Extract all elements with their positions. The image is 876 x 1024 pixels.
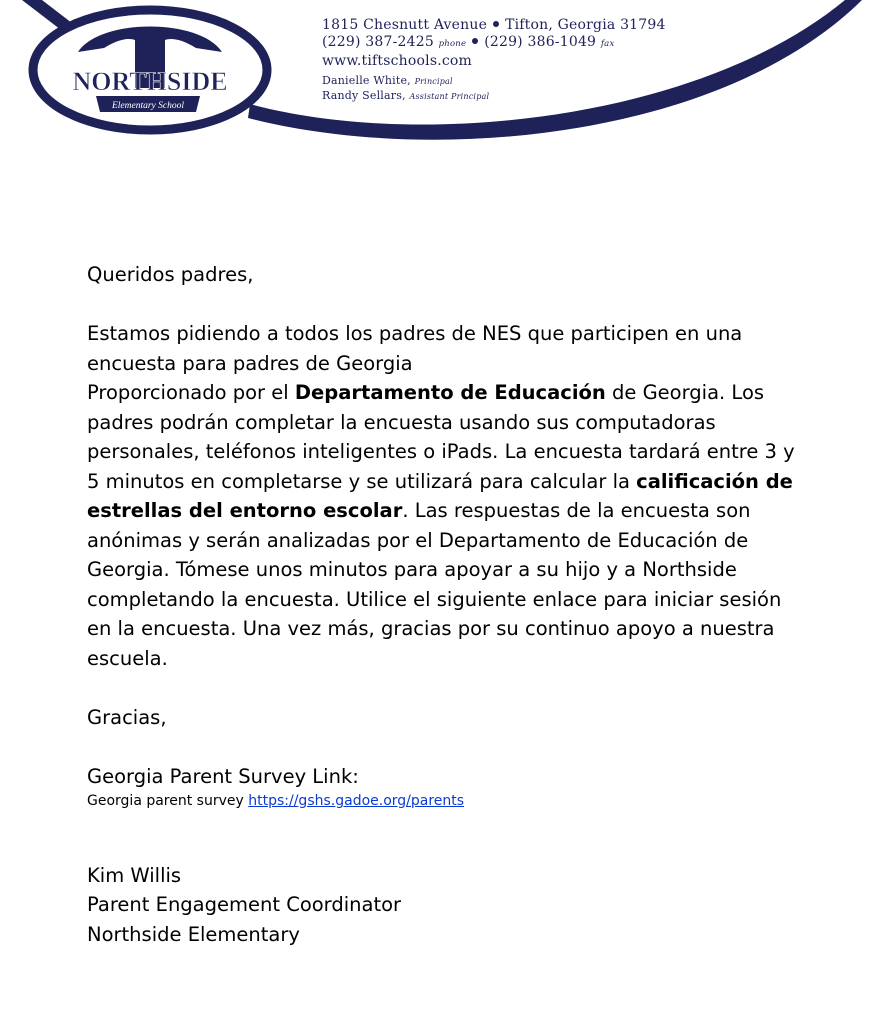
contact-block xyxy=(322,17,666,104)
greeting: Queridos padres, xyxy=(87,263,254,286)
phone-number: (229) 387-2425 xyxy=(322,34,434,50)
website[interactable]: www.tiftschools.com xyxy=(322,53,473,69)
school-name: NORTHSIDE xyxy=(72,67,228,96)
phone-label: phone xyxy=(438,39,467,49)
letter-body xyxy=(87,260,807,949)
survey-heading: Georgia Parent Survey Link: xyxy=(87,764,359,788)
closing-thanks: Gracias, xyxy=(87,705,167,729)
signer-name: Kim Willis xyxy=(87,863,182,887)
principal-title: Principal xyxy=(414,77,453,86)
assistant-name: Randy Sellars, xyxy=(322,89,406,102)
paragraph-intro: Estamos pidiendo a todos los padres de NES que participen en una encuesta para padres de Georgia xyxy=(87,322,743,375)
fax-label: fax xyxy=(600,39,615,49)
letterhead xyxy=(0,0,876,150)
assistant-line xyxy=(322,89,666,104)
principal-name: Danielle White, xyxy=(322,74,411,87)
emphasis-star-rating: calificación de estrellas del entorno escolar xyxy=(87,469,793,522)
assistant-title: Assistant Principal xyxy=(409,92,490,101)
bullet-icon xyxy=(472,38,478,44)
address-line xyxy=(322,17,666,34)
survey-line xyxy=(87,791,807,811)
school-subtitle: Elementary School xyxy=(111,101,185,111)
paragraph-text: Proporcionado por el xyxy=(87,381,295,404)
fax-number: (229) 386-1049 xyxy=(484,34,597,50)
staff-list xyxy=(322,74,666,104)
survey-link[interactable]: https://gshs.gadoe.org/parents xyxy=(248,793,465,809)
survey-label: Georgia parent survey xyxy=(87,793,249,809)
paragraph-text: . Las respuestas de la encuesta son anónimas y serán analizadas por el Departamento de Educación de Georgia. Tómese unos minutos para apoyar a su hijo y a Northside completando la encuesta. Utilice el siguiente enlace para iniciar sesión en la encuesta. Una vez más, gracias por su continuo apoyo a nuestra escuela. xyxy=(87,499,782,670)
city-state: Tifton, Georgia 31794 xyxy=(505,17,666,33)
signer-title: Parent Engagement Coordinator xyxy=(87,893,402,916)
emphasis-department: Departamento de Educación xyxy=(294,381,606,404)
principal-line xyxy=(322,74,666,89)
phone-line xyxy=(322,34,666,53)
street-address: 1815 Chesnutt Avenue xyxy=(322,17,488,33)
bullet-icon xyxy=(493,21,499,27)
paragraph-main xyxy=(87,378,807,673)
signer-school: Northside Elementary xyxy=(87,922,300,946)
school-logo xyxy=(33,10,267,130)
paragraph-text: de Georgia. Los padres podrán completar la encuesta usando sus computadoras personales, teléfonos inteligentes o iPads. La encuesta tardará entre 3 y 5 minutos en completarse y se utilizará para calcular la xyxy=(87,381,795,493)
